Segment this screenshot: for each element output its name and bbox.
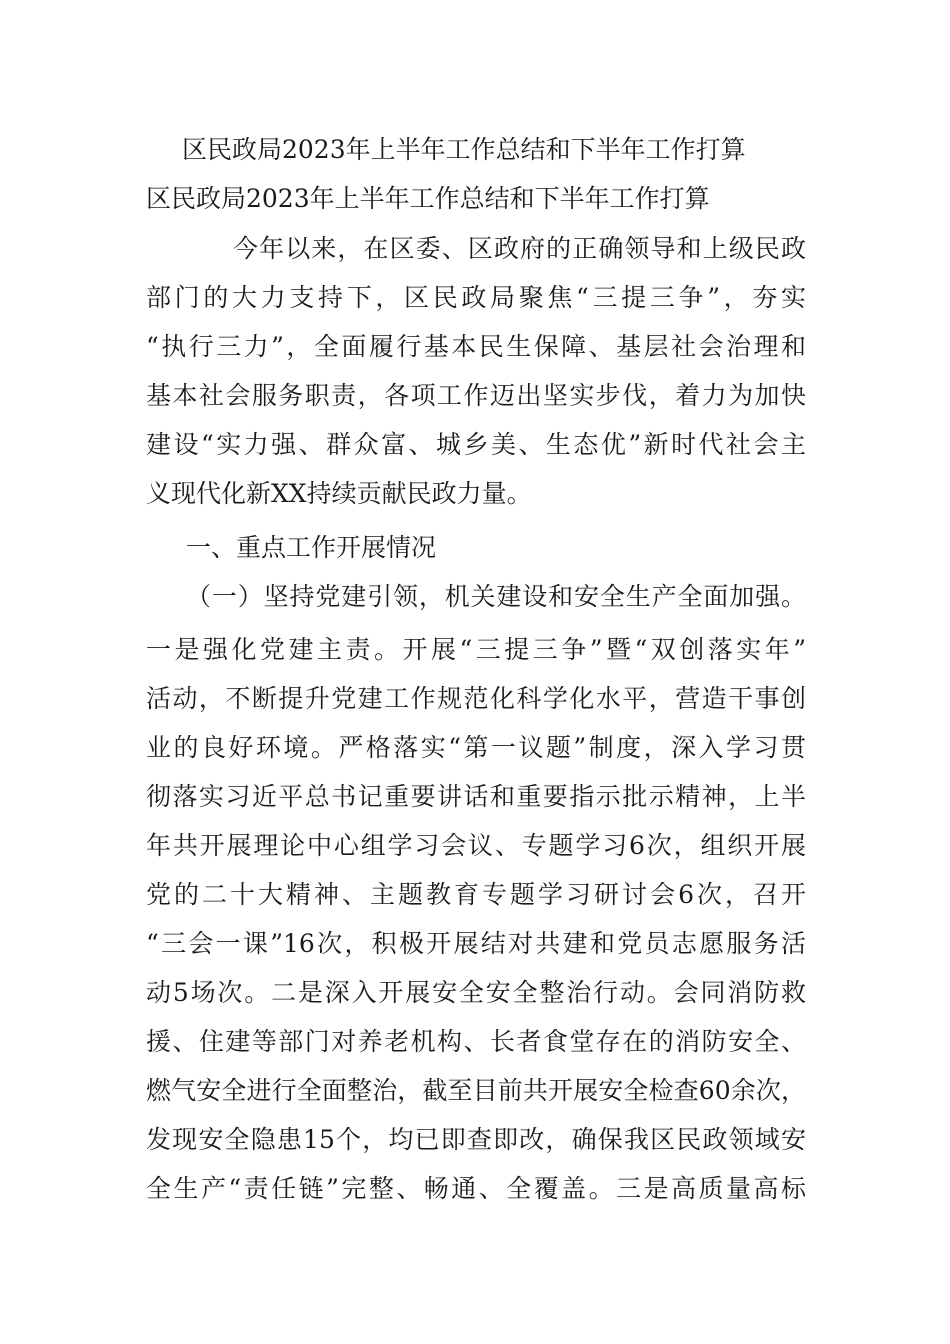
body-line-4: 业的良好环境。严格落实“第一议题”制度，深入学习贯	[146, 733, 806, 762]
section-heading-1: 一、重点工作开展情况	[186, 533, 437, 562]
body-line-9: 动5场次。二是深入开展安全安全整治行动。会同消防救	[146, 978, 806, 1007]
document-title-primary: 区民政局2023年上半年工作总结和下半年工作打算	[182, 135, 746, 164]
body-line-5: 彻落实习近平总书记重要讲话和重要指示批示精神，上半	[146, 782, 806, 811]
body-line-11: 燃气安全进行全面整治，截至目前共开展安全检查60余次，	[146, 1076, 806, 1105]
body-line-13: 全生产“责任链”完整、畅通、全覆盖。三是高质量高标	[146, 1174, 806, 1203]
body-line-3: 活动，不断提升党建工作规范化科学化水平，营造干事创	[146, 684, 806, 713]
body-line-7: 党的二十大精神、主题教育专题学习研讨会6次，召开	[146, 880, 806, 909]
body-line-1: （一）坚持党建引领，机关建设和安全生产全面加强。	[186, 582, 806, 611]
body-line-6: 年共开展理论中心组学习会议、专题学习6次，组织开展	[146, 831, 806, 860]
intro-line-4: 基本社会服务职责，各项工作迈出坚实步伐，着力为加快	[146, 381, 806, 410]
intro-line-1: 今年以来，在区委、区政府的正确领导和上级民政	[233, 234, 806, 263]
intro-line-3: “执行三力”，全面履行基本民生保障、基层社会治理和	[146, 332, 806, 361]
intro-line-2: 部门的大力支持下，区民政局聚焦“三提三争”，夯实	[146, 283, 806, 312]
intro-line-6: 义现代化新XX持续贡献民政力量。	[146, 479, 532, 508]
body-line-8: “三会一课”16次，积极开展结对共建和党员志愿服务活	[146, 929, 806, 958]
document-title-repeat: 区民政局2023年上半年工作总结和下半年工作打算	[146, 184, 710, 213]
body-line-10: 援、住建等部门对养老机构、长者食堂存在的消防安全、	[146, 1027, 806, 1056]
body-line-2: 一是强化党建主责。开展“三提三争”暨“双创落实年”	[146, 635, 806, 664]
intro-line-5: 建设“实力强、群众富、城乡美、生态优”新时代社会主	[146, 430, 806, 459]
body-line-12: 发现安全隐患15个，均已即查即改，确保我区民政领域安	[146, 1125, 806, 1154]
